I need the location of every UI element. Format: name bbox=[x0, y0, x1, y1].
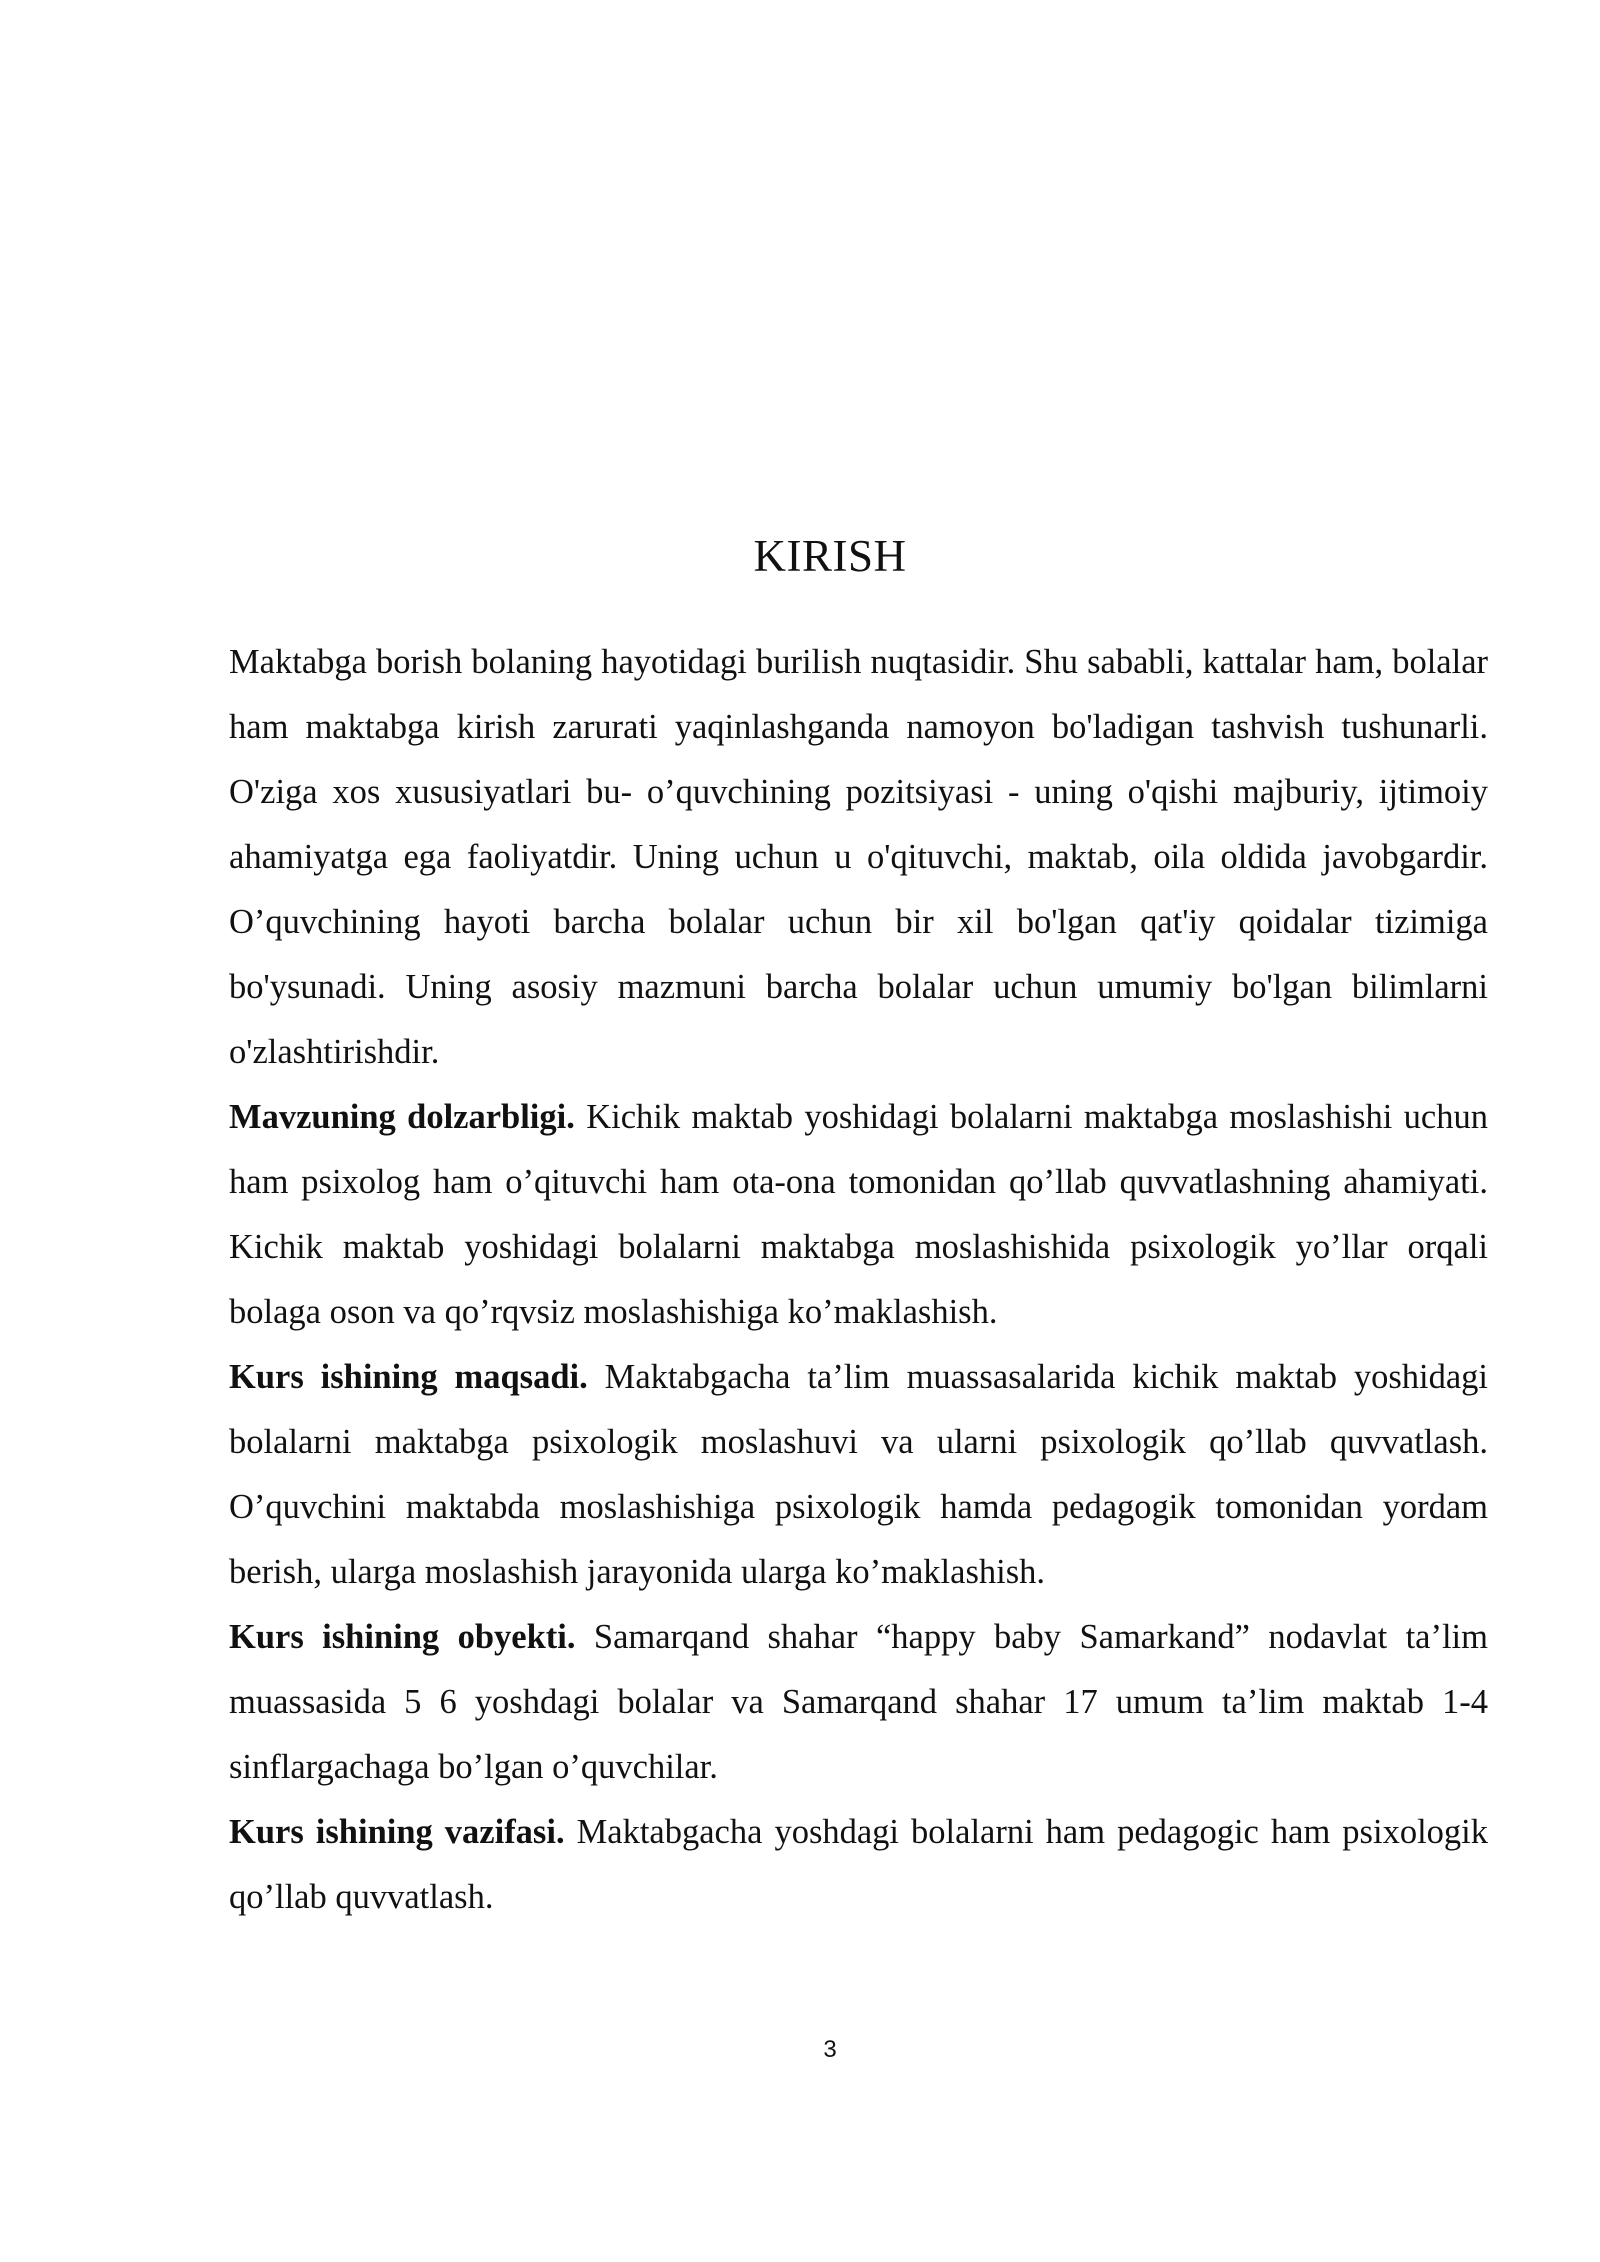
intro-paragraph: Maktabga borish bolaning hayotidagi burilish nuqtasidir. Shu sababli, kattalar ham, bolalar ham maktabga kirish zarurati yaqinlashganda namoyon bo'ladigan tashvish tushunarli. O'ziga xos xususiyatlari bu- o’quvchining pozitsiyasi - uning o'qishi majburiy, ijtimoiy ahamiyatga ega faoliyatdir. Uning uchun u o'qituvchi, maktab, oila oldida javobgardir. O’quvchining hayoti barcha bolalar uchun bir xil bo'lgan qat'iy qoidalar tizimiga bo'ysunadi. Uning asosiy mazmuni barcha bolalar uchun umumiy bo'lgan bilimlarni o'zlashtirishdir. bbox=[229, 643, 1488, 1071]
section-text: Samarqand shahar “happy baby Samarkand” nodavlat ta’lim muassasida 5 6 yoshdagi bolalar va Samarqand shahar 17 umum ta’lim maktab 1-4 sinflargachaga bo’lgan o’quvchilar. bbox=[229, 1618, 1488, 1786]
section-text: Maktabgacha yoshdagi bolalarni ham pedagogic ham psixologik qo’llab quvvatlash. bbox=[229, 1813, 1488, 1916]
section-text: Kichik maktab yoshidagi bolalarni maktabga moslashishi uchun ham psixolog ham o’qituvchi ham ota-ona tomonidan qo’llab quvvatlashning ahamiyati. Kichik maktab yoshidagi bolalarni maktabga moslashishida psixologik yo’llar orqali bolaga oson va qo’rqvsiz moslashishiga ko’maklashish. bbox=[229, 1098, 1488, 1331]
page-number: 3 bbox=[823, 2036, 837, 2063]
section-heading: Kurs ishining maqsadi. bbox=[229, 1358, 588, 1396]
section-heading: Kurs ishining obyekti. bbox=[229, 1618, 576, 1656]
section-heading: Kurs ishining vazifasi. bbox=[229, 1813, 565, 1851]
body-text bbox=[229, 630, 1488, 1930]
section-paragraph-relevance bbox=[229, 1085, 1488, 1345]
section-paragraph-goal bbox=[229, 1345, 1488, 1605]
section-heading: Mavzuning dolzarbligi. bbox=[229, 1098, 575, 1136]
section-text: Maktabgacha ta’lim muassasalarida kichik maktab yoshidagi bolalarni maktabga psixologik moslashuvi va ularni psixologik qo’llab quvvatlash. O’quvchini maktabda moslashishiga psixologik hamda pedagogik tomonidan yordam berish, ularga moslashish jarayonida ularga ko’maklashish. bbox=[229, 1358, 1488, 1591]
section-paragraph-tasks bbox=[229, 1800, 1488, 1930]
section-paragraph-object bbox=[229, 1605, 1488, 1800]
page-title: KIRISH bbox=[753, 531, 907, 581]
